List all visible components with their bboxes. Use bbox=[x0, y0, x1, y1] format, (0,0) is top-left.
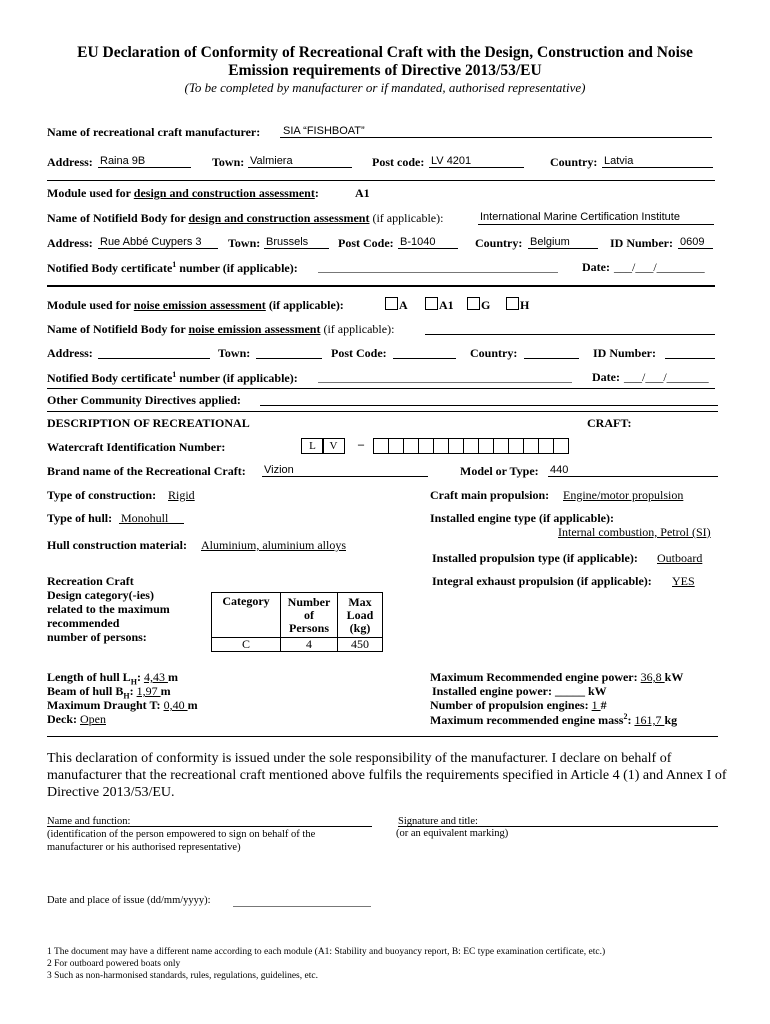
hull-material-field[interactable]: Aluminium, aluminium alloys bbox=[201, 538, 346, 552]
manufacturer-address-label: Address: bbox=[47, 155, 93, 169]
category-header: Category bbox=[212, 593, 281, 638]
noise-nb-postcode-label: Post Code: bbox=[331, 346, 387, 360]
win-box[interactable] bbox=[523, 438, 539, 454]
design-cert-date-label: Date: bbox=[582, 260, 610, 274]
win-box[interactable] bbox=[448, 438, 464, 454]
name-function-label: Name and function: bbox=[47, 816, 131, 827]
brand-label: Brand name of the Recreational Craft: bbox=[47, 464, 246, 478]
noise-option-g[interactable]: G bbox=[467, 297, 490, 313]
date-place-field[interactable] bbox=[233, 906, 371, 907]
exhaust-label: Integral exhaust propulsion (if applicable): bbox=[432, 574, 652, 588]
win-box[interactable] bbox=[493, 438, 509, 454]
engine-mass-field[interactable]: 161,7 bbox=[634, 713, 665, 727]
footnote-3: 3 Such as non-harmonised standards, rules, regulations, guidelines, etc. bbox=[47, 971, 318, 981]
design-nb-town-label: Town: bbox=[228, 236, 261, 250]
design-module-label: Module used for design and construction assessment: bbox=[47, 186, 319, 200]
noise-cert-label: Notified Body certificate$^1$ number (if applicable): bbox=[47, 370, 298, 385]
model-field[interactable]: 440 bbox=[550, 464, 569, 476]
win-box-1[interactable]: L bbox=[301, 438, 324, 454]
draught-field[interactable]: 0,40 bbox=[163, 698, 188, 712]
manufacturer-name-field[interactable]: SIA “FISHBOAT” bbox=[283, 125, 365, 137]
noise-nb-address-label: Address: bbox=[47, 346, 93, 360]
hull-type-field[interactable]: Monohull bbox=[121, 511, 169, 525]
deck-row: Deck: Open bbox=[47, 712, 106, 726]
persons-header: Number of Persons bbox=[281, 593, 338, 638]
noise-nb-town-field[interactable] bbox=[256, 358, 322, 359]
noise-module-label: Module used for noise emission assessment (if applicable): bbox=[47, 298, 344, 312]
propulsion-label: Craft main propulsion: bbox=[430, 488, 550, 502]
num-engines-field[interactable]: 1 bbox=[591, 698, 601, 712]
design-category-label-1: Recreation Craft bbox=[47, 574, 134, 588]
signature-label: Signature and title: bbox=[398, 816, 478, 827]
noise-nb-address-field[interactable] bbox=[98, 358, 210, 359]
installed-power-field[interactable]: _____ bbox=[555, 684, 588, 698]
hull-beam-field[interactable]: 1,97 bbox=[136, 684, 161, 698]
signature-field[interactable] bbox=[398, 826, 718, 827]
design-nb-postcode-label: Post Code: bbox=[338, 236, 394, 250]
design-category-label-5: number of persons: bbox=[47, 630, 147, 644]
design-cert-field[interactable] bbox=[318, 272, 558, 273]
footnote-1: 1 The document may have a different name according to each module (A1: Stability and buoyancy report, B: EC type examination certificate, etc.) bbox=[47, 947, 606, 957]
design-cert-label: Notified Body certificate$^1$ number (if applicable): bbox=[47, 260, 298, 275]
manufacturer-address-field[interactable]: Raina 9B bbox=[100, 155, 146, 167]
checkbox-a[interactable] bbox=[385, 297, 398, 310]
win-box[interactable] bbox=[418, 438, 434, 454]
deck-field[interactable]: Open bbox=[80, 712, 106, 726]
design-nb-country-field[interactable]: Belgium bbox=[530, 236, 570, 248]
noise-nb-postcode-field[interactable] bbox=[393, 358, 456, 359]
noise-option-a1[interactable]: A1 bbox=[425, 297, 454, 313]
name-function-note: (identification of the person empowered to sign on behalf of the manufacturer or his authorised representative) bbox=[47, 829, 316, 853]
engine-type-label: Installed engine type (if applicable): bbox=[430, 511, 615, 525]
manufacturer-postcode-field[interactable]: LV 4201 bbox=[431, 155, 472, 167]
win-box[interactable] bbox=[373, 438, 389, 454]
declaration-text: This declaration of conformity is issued under the sole responsibility of the manufacturer. I declare on behalf of manufacturer that the recreational craft mentioned above fulfils the requirements specified in Article 4 (1) and Annex I of Directive 2013/53/EU. bbox=[47, 751, 727, 800]
other-directives-field[interactable] bbox=[260, 405, 718, 406]
category-value[interactable]: C bbox=[212, 638, 281, 652]
win-box[interactable] bbox=[433, 438, 449, 454]
hull-length-row: Length of hull $L_H$: 4,43 m bbox=[47, 670, 178, 687]
win-box[interactable] bbox=[403, 438, 419, 454]
installed-power-row: Installed engine power: _____ kW bbox=[432, 684, 607, 698]
manufacturer-town-field[interactable]: Valmiera bbox=[250, 155, 293, 167]
max-load-value[interactable]: 450 bbox=[338, 638, 383, 652]
design-nb-id-label: ID Number: bbox=[610, 236, 673, 250]
footnote-2: 2 For outboard powered boats only bbox=[47, 959, 181, 969]
design-category-label-4: recommended bbox=[47, 616, 120, 630]
win-box[interactable] bbox=[463, 438, 479, 454]
noise-cert-date-field[interactable]: ___/___/_______ bbox=[624, 370, 709, 384]
document-title-line2: Emission requirements of Directive 2013/53/EU bbox=[228, 62, 542, 79]
noise-nb-town-label: Town: bbox=[218, 346, 251, 360]
model-label: Model or Type: bbox=[460, 464, 539, 478]
brand-field[interactable]: Vizion bbox=[264, 464, 294, 476]
manufacturer-town-label: Town: bbox=[212, 155, 245, 169]
design-nb-address-field[interactable]: Rue Abbé Cuypers 3 bbox=[100, 236, 202, 248]
noise-option-h[interactable]: H bbox=[506, 297, 529, 313]
win-label: Watercraft Identification Number: bbox=[47, 440, 226, 454]
noise-nb-country-label: Country: bbox=[470, 346, 518, 360]
win-box[interactable] bbox=[478, 438, 494, 454]
category-table bbox=[211, 592, 383, 652]
construction-field[interactable]: Rigid bbox=[168, 488, 195, 502]
signature-note: (or an equivalent marking) bbox=[396, 828, 509, 839]
propulsion-field[interactable]: Engine/motor propulsion bbox=[563, 488, 684, 502]
construction-label: Type of construction: bbox=[47, 488, 157, 502]
win-box[interactable] bbox=[508, 438, 524, 454]
checkbox-h[interactable] bbox=[506, 297, 519, 310]
design-nb-id-field[interactable]: 0609 bbox=[680, 236, 705, 248]
design-nb-country-label: Country: bbox=[475, 236, 523, 250]
manufacturer-country-label: Country: bbox=[550, 155, 598, 169]
engine-mass-row: Maximum recommended engine mass$^2$: 161,7 kg bbox=[430, 712, 678, 727]
manufacturer-country-field[interactable]: Latvia bbox=[604, 155, 634, 167]
checkbox-g[interactable] bbox=[467, 297, 480, 310]
win-box[interactable] bbox=[553, 438, 569, 454]
document-title-line1: EU Declaration of Conformity of Recreational Craft with the Design, Construction and Noise bbox=[77, 44, 693, 61]
checkbox-a1[interactable] bbox=[425, 297, 438, 310]
exhaust-field[interactable]: YES bbox=[672, 574, 695, 588]
persons-value[interactable]: 4 bbox=[281, 638, 338, 652]
max-power-field[interactable]: 36,8 bbox=[640, 670, 665, 684]
noise-nb-label: Name of Notifield Body for noise emission assessment (if applicable): bbox=[47, 322, 395, 336]
win-box-2[interactable]: V bbox=[322, 438, 345, 454]
noise-nb-country-field[interactable] bbox=[524, 358, 579, 359]
noise-cert-field[interactable] bbox=[318, 382, 572, 383]
win-box[interactable] bbox=[388, 438, 404, 454]
noise-cert-date-label: Date: bbox=[592, 370, 620, 384]
max-power-row: Maximum Recommended engine power: 36,8 kW bbox=[430, 670, 684, 684]
design-nb-address-label: Address: bbox=[47, 236, 93, 250]
noise-nb-name-field[interactable] bbox=[425, 334, 715, 335]
max-load-header: Max Load (kg) bbox=[338, 593, 383, 638]
other-directives-label: Other Community Directives applied: bbox=[47, 393, 241, 407]
design-nb-town-field[interactable]: Brussels bbox=[266, 236, 309, 248]
num-engines-row: Number of propulsion engines: 1 # bbox=[430, 698, 607, 712]
design-nb-name-field[interactable]: International Marine Certification Institute bbox=[480, 211, 680, 223]
propulsion-type-field[interactable]: Outboard bbox=[657, 551, 703, 565]
engine-type-field[interactable]: Internal combustion, Petrol (SI) bbox=[558, 525, 711, 539]
win-box[interactable] bbox=[538, 438, 554, 454]
noise-nb-id-field[interactable] bbox=[665, 358, 715, 359]
design-nb-label: Name of Notifield Body for design and construction assessment (if applicable): bbox=[47, 211, 444, 225]
draught-row: Maximum Draught T: 0,40 m bbox=[47, 698, 198, 712]
manufacturer-name-label: Name of recreational craft manufacturer: bbox=[47, 125, 261, 139]
design-category-label-3: related to the maximum bbox=[47, 602, 170, 616]
hull-beam-row: Beam of hull $B_H$: 1,97 m bbox=[47, 684, 171, 701]
description-heading-right: CRAFT: bbox=[587, 416, 632, 430]
noise-option-a[interactable]: A bbox=[385, 297, 408, 313]
document-subtitle: (To be completed by manufacturer or if mandated, authorised representative) bbox=[184, 80, 586, 95]
manufacturer-postcode-label: Post code: bbox=[372, 155, 425, 169]
design-nb-postcode-field[interactable]: B-1040 bbox=[400, 236, 436, 248]
description-heading-left: DESCRIPTION OF RECREATIONAL bbox=[47, 416, 250, 430]
propulsion-type-label: Installed propulsion type (if applicable): bbox=[432, 551, 638, 565]
win-dash: – bbox=[358, 437, 364, 451]
design-cert-date-field[interactable]: ___/___/________ bbox=[614, 260, 705, 274]
date-place-label: Date and place of issue (dd/mm/yyyy): bbox=[47, 895, 211, 906]
hull-type-label: Type of hull: bbox=[47, 511, 113, 525]
design-module-value[interactable]: A1 bbox=[355, 186, 370, 200]
hull-material-label: Hull construction material: bbox=[47, 538, 187, 552]
hull-length-field[interactable]: 4,43 bbox=[143, 670, 168, 684]
design-category-label-2: Design category(-ies) bbox=[47, 588, 154, 602]
noise-nb-id-label: ID Number: bbox=[593, 346, 656, 360]
name-function-field[interactable] bbox=[47, 826, 372, 827]
